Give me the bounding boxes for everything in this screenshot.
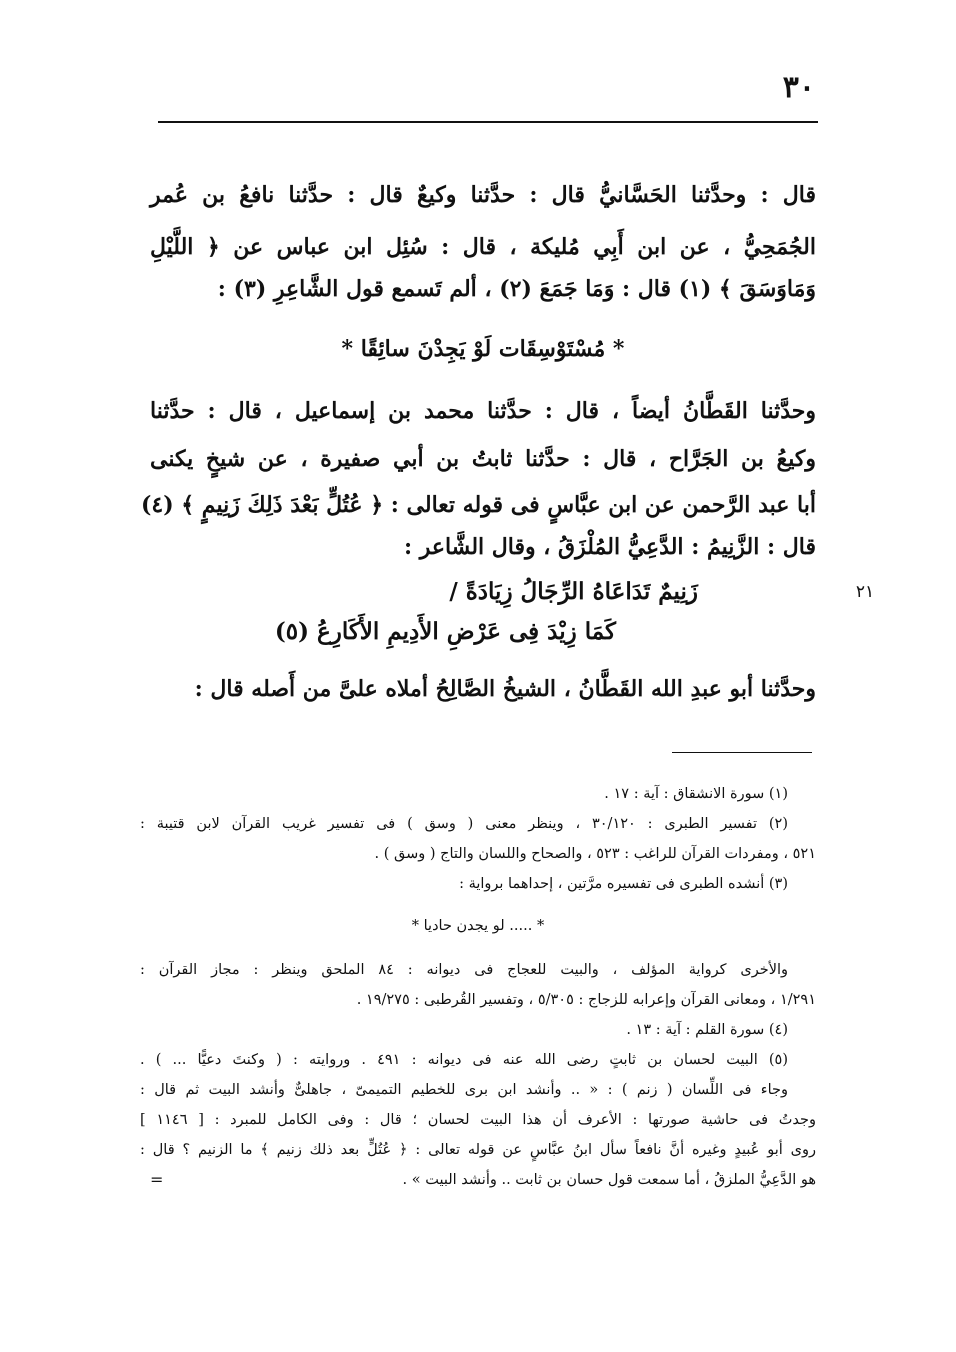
footnote-3-cont: ١/٢٩١ ، ومعانى القرآن وإعرابه للزجاج : ٥/٣٠٥ ، وتفسير القُرطبى : ١٩/٢٧٥ . [356,992,816,1008]
footnote-5-cont: روى أبو عُبيدٍ وغيره أنَّ نافعاً سأل ابنُ عبَّاسٍ عن قوله تعالى : ﴿ عُتُلٍّ بعد ذلك زنيم ﴾ ما الزنيم ؟ قال : [140,1142,816,1158]
footnote-3: (٣) أنشده الطبرى فى تفسيره مرَّتين ، إحداهما برواية : [459,876,788,892]
footnote-2-cont: ٥٢١ ، ومفردات القرآن للراغب : ٥٢٣ ، والصحاح واللسان والتاج ( وسق ) . [374,846,816,862]
body-line: وَمَاوَسَقَ ﴾ (١) قال : وَمَا جَمَعَ (٢) ، ألم تَسمع قول الشَّاعِرِ (٣) : [217,276,816,302]
footnote-3-cont: والأخرى كرواية المؤلف ، والبيت للعجاج فى ديوانه : ٨٤ الملحق وينظر : مجاز القرآن : [140,962,789,978]
page-number: ٣٠ [782,70,815,105]
body-line: الجُمَحِيُّ ، عن ابن أَبِي مُليكة ، قال : سُئِل ابن عباس عن ﴿ اللَّيْلِ [150,234,816,260]
continuation-mark: = [150,1170,164,1189]
margin-number: ٢١ [855,582,875,602]
body-line: أبا عبد الرَّحمن عن ابن عبَّاسٍ فى قوله تعالى : ﴿ عُتُلٍّ بَعْدَ ذَلِكَ زَنِيمٍ ﴾ (٤) [140,492,816,518]
body-line: وكيعُ بن الجَرَّاح ، قال : حدَّثنا ثابتُ بن أبي صفيرة ، عن شيخٍ يكنى [150,446,816,472]
body-line: وحدَّثنا القَطَّانُ أيضاً ، قال : حدَّثنا محمد بن إسماعيل ، قال : حدَّثنا [150,398,816,424]
footnote-5: (٥) البيت لحسان بن ثابتٍ رضى الله عنه فى ديوانه : ٤٩١ . وروايته : ( وكنتَ دعيًّا ... ) . [140,1052,788,1068]
body-line: وحدَّثنا أبو عبدِ الله القَطَّانُ ، الشيخُ الصَّالِحُ أملاه علىَّ من أَصله قال : [194,676,816,702]
footnote-rule [672,752,812,753]
footnote-5-cont: هو الدَّعِيُّ الملزقُ ، أما سمعت قول حسان بن ثابت .. وأنشد البيت » . [402,1172,816,1188]
body-line: قال : وحدَّثنا الحَسَّانيُّ قال : حدَّثنا وكيعٌ قال : حدَّثنا نافعُ بن عُمر [150,182,816,208]
verse-line: * مُسْتَوْسِقَات لَوْ يَجِدْنَ سائِقًا * [341,336,625,362]
footnote-3-verse: * ..... لو يجدن حاديا * [411,918,545,934]
header-rule [158,121,818,123]
footnote-5-cont: وجاء فى اللِّسان ( زنم ) : « .. وأنشد ابن برى للخطيم التميمىّ ، جاهلىٌّ وأنشد البيت ثم قال : [140,1082,788,1098]
verse-line-first-hemistich: زَنِيمٌ تَدَاعَاهُ الرِّجَالُ زِيَادَةً / [449,578,698,605]
body-line: قال : الزَّنِيمُ : الدَّعِيُّ المُلْزَقُ ، وقال الشَّاعر : [403,534,816,560]
footnote-5-cont: وجدتُ فى حاشية صورتها : الأعرف أن هذا البيت لحسان ؛ قال : وفى الكامل للمبرد : [ ١١٤٦ ] [140,1112,816,1128]
verse-line-second-hemistich: كَمَا زِيْدَ فِى عَرْضِ الأَدِيمِ الأَكَارِعُ (٥) [274,618,616,645]
footnote-2: (٢) تفسير الطبرى : ٣٠/١٢٠ ، وينظر معنى ( وسق ) فى تفسير غريب القرآن لابن قتيبة : [140,816,788,832]
footnote-4: (٤) سورة القلم : آية : ١٣ . [626,1022,788,1038]
footnote-1: (١) سورة الانشقاق : آية : ١٧ . [604,786,788,802]
